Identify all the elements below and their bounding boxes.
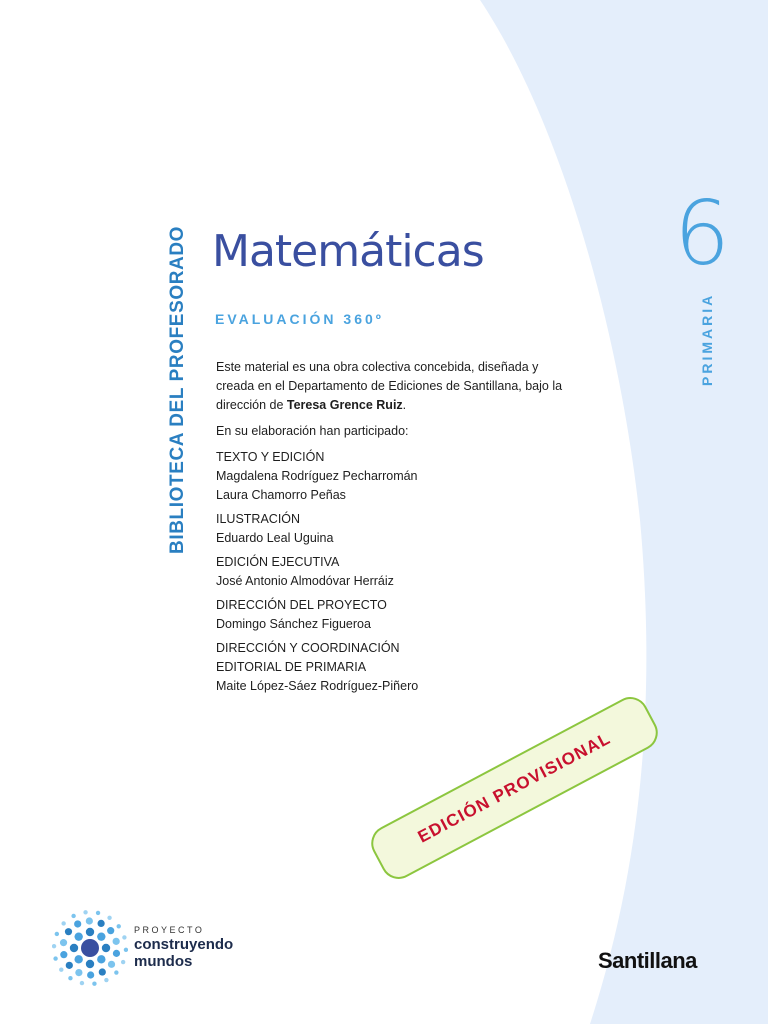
grade-number: 6: [674, 182, 730, 285]
role-title: TEXTO Y EDICIÓN: [216, 450, 325, 464]
logo-center-dot: [81, 939, 99, 957]
logo-dot: [83, 910, 87, 914]
logo-dot: [107, 916, 111, 920]
logo-dot: [74, 920, 81, 927]
logo-dot: [121, 960, 125, 964]
logo-dot: [70, 944, 78, 952]
credit-role: [216, 553, 576, 591]
logo-line-1: PROYECTO: [134, 925, 205, 935]
role-name: Domingo Sánchez Figueroa: [216, 617, 371, 631]
book-subtitle: EVALUACIÓN 360º: [215, 311, 384, 327]
role-name: José Antonio Almodóvar Herráiz: [216, 574, 394, 588]
project-logo-icon: [52, 910, 128, 986]
logo-dot: [99, 968, 106, 975]
logo-dot: [60, 951, 67, 958]
grade-label: PRIMARIA: [699, 292, 715, 386]
logo-dot: [87, 971, 94, 978]
logo-dot: [104, 978, 108, 982]
logo-dot: [74, 932, 82, 940]
logo-dot: [113, 938, 120, 945]
logo-dot: [65, 928, 72, 935]
project-logo-text: [134, 924, 233, 970]
credits-participation: En su elaboración han participado:: [216, 424, 409, 438]
logo-dot: [86, 928, 94, 936]
logo-dot: [96, 911, 100, 915]
stamp-text: EDICIÓN PROVISIONAL: [414, 728, 614, 847]
logo-dot: [92, 982, 96, 986]
logo-dot: [122, 935, 126, 939]
logo-dot: [59, 968, 63, 972]
logo-dot: [75, 969, 82, 976]
logo-dot: [71, 914, 75, 918]
logo-dot: [102, 944, 110, 952]
credits-intro: Este material es una obra colectiva concebida, diseñada y creada en el Departamento de Ediciones de Santillana, bajo la dirección de Teresa Grence Ruiz.: [216, 360, 563, 412]
logo-line-3: mundos: [134, 953, 193, 970]
logo-line-2: construyendo: [134, 936, 234, 953]
logo-dot: [98, 920, 105, 927]
logo-dot: [80, 981, 84, 985]
logo-dot: [60, 939, 67, 946]
logo-dot: [97, 932, 105, 940]
role-name: Magdalena Rodríguez Pecharromán: [216, 469, 418, 483]
logo-dot: [55, 932, 59, 936]
logo-dot: [114, 970, 118, 974]
role-title: ILUSTRACIÓN: [216, 512, 301, 526]
role-name: Maite López-Sáez Rodríguez-Piñero: [216, 679, 419, 693]
credits-block: [216, 358, 576, 696]
publisher-logo: Santillana: [598, 948, 697, 973]
logo-dot: [107, 927, 114, 934]
logo-dot: [113, 950, 120, 957]
role-title: EDICIÓN EJECUTIVA: [216, 555, 340, 569]
book-title: Matemáticas: [212, 226, 484, 277]
logo-dot: [53, 956, 57, 960]
credit-role: [216, 596, 576, 634]
logo-dot: [52, 944, 56, 948]
logo-dot: [86, 960, 94, 968]
logo-dot: [68, 976, 72, 980]
role-name: Laura Chamorro Peñas: [216, 488, 346, 502]
series-label: BIBLIOTECA DEL PROFESORADO: [167, 225, 188, 554]
logo-dot: [61, 921, 65, 925]
role-title: DIRECCIÓN Y COORDINACIÓN EDITORIAL DE PRIMARIA: [216, 641, 400, 674]
role-name: Eduardo Leal Uguina: [216, 531, 334, 545]
logo-dot: [66, 962, 73, 969]
logo-dot: [86, 917, 93, 924]
credit-role: [216, 639, 576, 696]
logo-dot: [124, 948, 128, 952]
logo-dot: [97, 955, 105, 963]
logo-dot: [117, 924, 121, 928]
role-title: DIRECCIÓN DEL PROYECTO: [216, 598, 387, 612]
credit-role: [216, 510, 576, 548]
logo-dot: [74, 955, 82, 963]
credit-role: [216, 448, 576, 505]
director-name: Teresa Grence Ruiz: [286, 398, 403, 412]
logo-dot: [108, 961, 115, 968]
